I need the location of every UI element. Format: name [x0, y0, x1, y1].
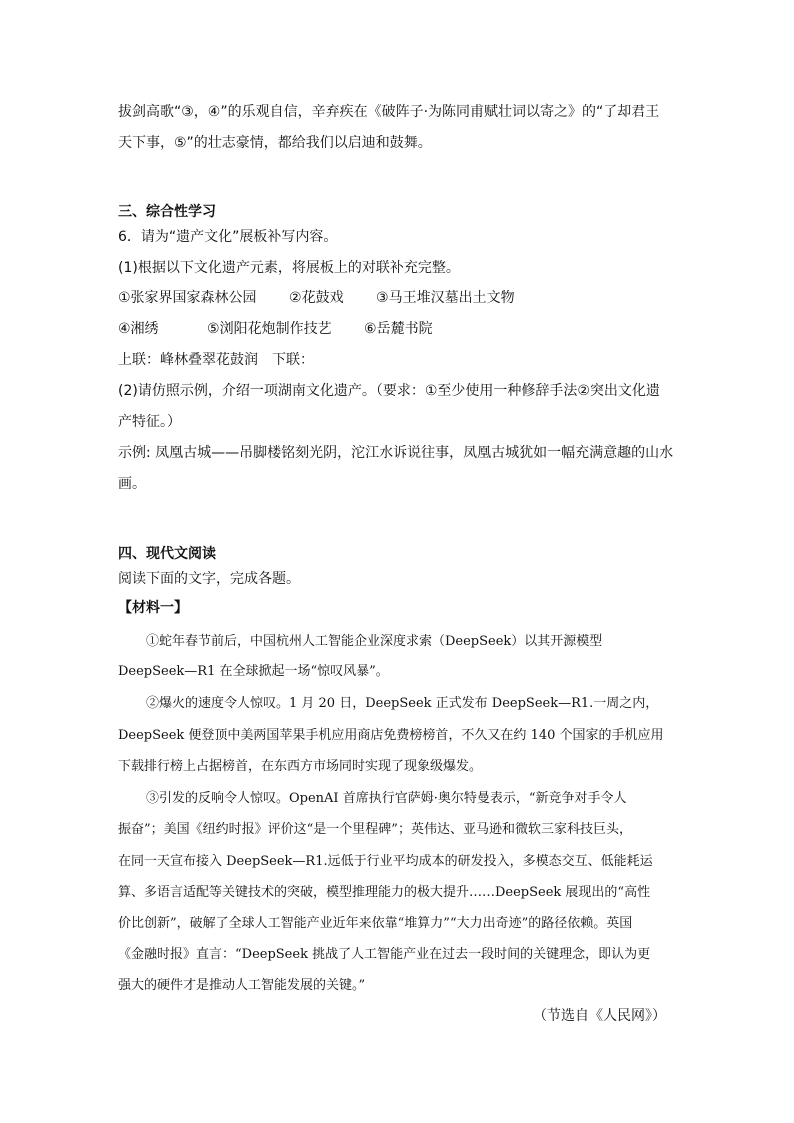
- paragraph-3-line-6: 《金融时报》直言：“DeepSeek 挑战了人工智能产业在过去一段时间的关键理念，即认为更: [118, 947, 651, 962]
- option-item: ③马王堆汉墓出土文物: [376, 290, 515, 306]
- paragraph-1-line-1: ①蛇年春节前后，中国杭州人工智能企业深度求索（DeepSeek）以其开源模型: [146, 634, 603, 649]
- example-line-2: 画。: [118, 476, 146, 492]
- paragraph-3-line-2: 振奋”；美国《纽约时报》评价这“是一个里程碑”；英伟达、亚马逊和微软三家科技巨头，: [118, 822, 632, 837]
- reading-instruction: 阅读下面的文字，完成各题。: [118, 571, 300, 587]
- option-item: ①张家界国家森林公园: [118, 290, 257, 306]
- question-6-part-1: (1)根据以下文化遗产元素，将展板上的对联补充完整。: [118, 260, 460, 276]
- option-item: ⑤浏阳花炮制作技艺: [207, 321, 332, 337]
- paragraph-2-line-3: 下载排行榜上占据榜首，在东西方市场同时实现了现象级爆发。: [118, 759, 483, 774]
- source-citation: （节选自《人民网》）: [533, 1008, 666, 1024]
- question-6-part-2-line-1: (2)请仿照示例，介绍一项湖南文化遗产。（要求：①至少使用一种修辞手法②突出文化遗: [118, 383, 660, 399]
- question-6: 6．请为“遗产文化”展板补写内容。: [118, 229, 338, 245]
- paragraph-3-line-7: 强大的硬件才是推动人工智能发展的关键。”: [118, 978, 366, 993]
- couplet-line: 上联：峰林叠翠花鼓润 下联：: [118, 352, 314, 368]
- material-label: 【材料一】: [118, 600, 188, 616]
- heritage-options-row-2: [118, 319, 433, 339]
- paragraph-3-line-5: 价比创新”，破解了全球人工智能产业近年来依靠“堆算力”“大力出奇迹”的路径依赖。英国: [118, 916, 633, 931]
- poem-text-line-2: 天下事，⑤”的壮志豪情，都给我们以启迪和鼓舞。: [118, 135, 432, 151]
- section-4-heading: 四、现代文阅读: [118, 546, 216, 562]
- paragraph-2-line-2: DeepSeek 便登顶中美两国苹果手机应用商店免费榜榜首，不久又在约 140 个国家的手机应用: [118, 728, 664, 743]
- question-6-part-2-line-2: 产特征。）: [118, 414, 181, 430]
- paragraph-1-line-2: DeepSeek—R1 在全球掀起一场“惊叹风暴”。: [118, 664, 389, 679]
- paragraph-3-line-1: ③引发的反响令人惊叹。OpenAI 首席执行官萨姆·奥尔特曼表示，“新竞争对手令人: [146, 791, 627, 806]
- option-item: ②花鼓戏: [289, 290, 344, 306]
- paragraph-3-line-3: 在同一天宣布接入 DeepSeek—R1.远低于行业平均成本的研发投入，多模态交互、低能耗运: [118, 854, 653, 869]
- paragraph-2-line-1: ②爆火的速度令人惊叹。1 月 20 日，DeepSeek 正式发布 DeepSeek—R1.一周之内，: [146, 696, 659, 711]
- example-line-1: 示例: 凤凰古城——吊脚楼铭刻光阴，沱江水诉说往事，凤凰古城犹如一幅充满意趣的山水: [118, 445, 674, 461]
- poem-text-line-1: 拔剑高歌“③，④”的乐观自信，辛弃疾在《破阵子·为陈同甫赋壮词以寄之》的“了却君王: [118, 104, 660, 120]
- heritage-options-row-1: [118, 288, 515, 308]
- option-item: ④湘绣: [118, 321, 159, 337]
- option-item: ⑥岳麓书院: [364, 321, 433, 337]
- paragraph-3-line-4: 算、多语言适配等关键技术的突破，模型推理能力的极大提升……DeepSeek 展现出的“高性: [118, 885, 651, 900]
- section-3-heading: 三、综合性学习: [118, 204, 216, 220]
